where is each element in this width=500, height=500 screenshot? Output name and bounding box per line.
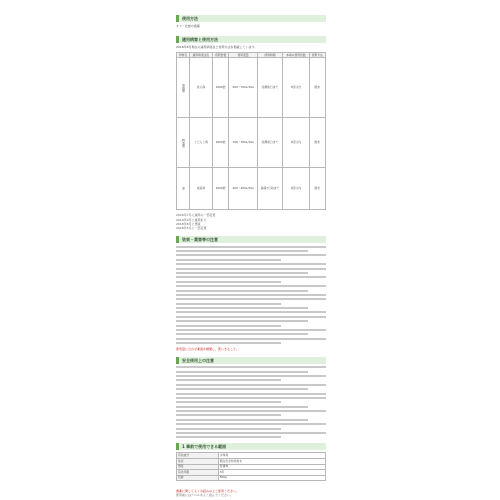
text-line (176, 423, 326, 425)
section4-title: 1 事前で使用できる範囲 (176, 443, 326, 450)
table-cell-method: 散布 (309, 58, 325, 118)
text-line (176, 419, 308, 421)
text-line (176, 379, 281, 381)
table-cell-crop: 茶 (177, 168, 190, 210)
text-line (176, 325, 281, 327)
table-header: 使用時期 (257, 53, 282, 58)
section1-intro: 2018年8月現在の適用病害虫と使用方法を掲載しています。 (176, 45, 258, 49)
table-header: 作物名 (177, 53, 190, 58)
spec-value: 水和剤 (218, 453, 325, 459)
text-line (176, 338, 326, 340)
text-line (176, 410, 326, 412)
text-line (176, 384, 326, 386)
text-line (176, 388, 308, 390)
text-line (176, 259, 281, 261)
text-line (176, 303, 281, 305)
table-cell-pest: 炭そ病 (189, 58, 212, 118)
text-line (176, 414, 281, 416)
text-line (176, 371, 308, 373)
table-row (177, 58, 326, 118)
text-line (176, 298, 326, 300)
top-subtitle: オフ・仕様の農薬 (176, 24, 200, 28)
table-cell-timing: 収穫前日まで (257, 58, 282, 118)
text-line (176, 397, 326, 399)
text-line (176, 254, 326, 256)
table-cell-amount: 200～400L/10a (229, 168, 258, 210)
text-line (176, 320, 308, 322)
text-line (176, 263, 326, 265)
note-item: 2019年9月に適用拡大 (176, 217, 207, 222)
table-cell-method: 散布 (309, 118, 325, 168)
table-cell-dilution: 1000倍 (213, 118, 229, 168)
table-header: 使用液量 (229, 53, 258, 58)
text-line (176, 329, 326, 331)
note-item: 2018年5月に一部変更 (176, 226, 207, 230)
text-line (176, 333, 308, 335)
text-line (176, 250, 308, 252)
table-cell-count: 2回以内 (283, 168, 310, 210)
spec-label: 有効年限 (177, 470, 219, 476)
text-line (176, 393, 326, 395)
spec-label: 毒性 (177, 464, 219, 470)
table-cell-count: 2回以内 (283, 118, 310, 168)
footer-warning: 農薬に関してよくお読みの上ご使用ください。 (176, 489, 240, 493)
section2-body (176, 246, 326, 351)
table-cell-timing: 摘採7日前まで (257, 168, 282, 210)
table-cell-pest: 炭疽病 (189, 168, 212, 210)
spec-value: 3年 (218, 470, 325, 476)
text-line (176, 290, 308, 292)
text-line (176, 428, 281, 430)
table-cell-dilution: 1000倍 (213, 58, 229, 118)
spec-value: 類白色水和性粉末 (218, 459, 325, 465)
spec-label: 性状 (177, 459, 219, 465)
table-cell-count: 3回以内 (283, 58, 310, 118)
table-header: 本剤の使用回数 (283, 53, 310, 58)
top-title: 使用方法 (176, 15, 326, 22)
footer (176, 489, 326, 497)
text-line (176, 366, 326, 368)
table-cell-amount: 100～300L/10a (229, 118, 258, 168)
table-cell-pest: うどんこ病 (189, 118, 212, 168)
text-line (176, 281, 281, 283)
text-line (176, 246, 326, 248)
table-cell-crop: 果樹類 (177, 58, 190, 118)
text-line (176, 294, 326, 296)
text-line (176, 268, 326, 270)
table-row (177, 475, 326, 481)
text-line (176, 401, 281, 403)
table-cell-crop: 野菜類 (177, 118, 190, 168)
text-line (176, 272, 308, 274)
application-table (176, 52, 326, 210)
note-item: 2018年8月に登録 (176, 221, 201, 226)
table-header: 使用方法 (309, 53, 325, 58)
section3-title: 安全使用上の注意 (176, 357, 326, 364)
text-line (176, 311, 326, 313)
text-line (176, 406, 308, 408)
text-line (176, 375, 326, 377)
highlight-note: 使用量に合わせ薬液を調製し、使いきること。 (176, 346, 240, 351)
section1-title: 適用病害と使用方法 (176, 36, 326, 43)
note-item: 2020年7月に適用の一部変更 (176, 213, 216, 218)
spec-value: 普通物 (218, 464, 325, 470)
table-cell-timing: 収穫前日まで (257, 118, 282, 168)
footer-extra: 使用前にはラベルをよく読んでください。 (176, 493, 234, 497)
spec-label: 包装 (177, 475, 219, 481)
spec-value: 500g (218, 475, 325, 481)
text-line (176, 307, 308, 309)
text-line (176, 436, 281, 438)
spec-table (176, 452, 326, 481)
registration-notes (176, 213, 326, 230)
text-line (176, 432, 326, 434)
table-header: 希釈倍数 (213, 53, 229, 58)
spec-label: 有効成分 (177, 453, 219, 459)
table-row (177, 168, 326, 210)
document (176, 12, 326, 481)
table-header: 適用病害虫名 (189, 53, 212, 58)
section2-title: 効果・薬害等の注意 (176, 236, 326, 243)
text-line (176, 316, 326, 318)
text-line (176, 342, 281, 344)
table-cell-dilution: 1000倍 (213, 168, 229, 210)
text-line (176, 276, 326, 278)
table-row (177, 118, 326, 168)
section3-body (176, 366, 326, 438)
table-cell-amount: 200～700L/10a (229, 58, 258, 118)
text-line (176, 285, 326, 287)
table-cell-method: 散布 (309, 168, 325, 210)
